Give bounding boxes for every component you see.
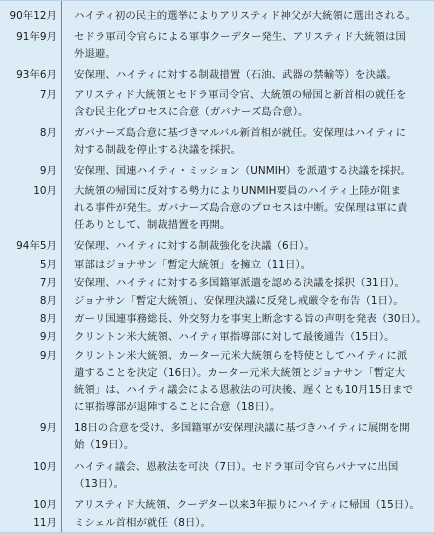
event-text-line: 安保理、国連ハイティ・ミッション（UNMIH）を派遣する決議を採択。 — [74, 165, 411, 177]
event-date: 7月 — [39, 89, 57, 101]
event-date: 9月 — [39, 331, 57, 343]
event-date: 94年5月 — [16, 240, 57, 252]
event-description — [74, 420, 426, 454]
event-description — [74, 497, 426, 514]
event-date: 91年9月 — [16, 31, 57, 43]
event-date: 8月 — [39, 295, 57, 307]
event-description — [74, 67, 426, 84]
event-text-line: 始（19日）。 — [74, 439, 135, 451]
event-description — [74, 329, 426, 346]
event-text-line: セドラ軍司令官らによる軍事クーデター発生、アリスティド大統領は国 — [74, 31, 406, 43]
event-date: 10月 — [33, 499, 57, 511]
event-text-line: 含む民主化プロセスに合意（ガバナーズ島合意）。 — [74, 106, 309, 118]
event-date: 10月 — [33, 461, 57, 473]
event-text-line: ハイティ議会、恩赦法を可決（7日）。セドラ軍司令官らパナマに出国 — [74, 461, 399, 473]
event-description — [74, 163, 426, 180]
event-text-line: 大統領の帰国に反対する勢力によりUNMIH要員のハイティ上陸が阻ま — [74, 185, 401, 197]
event-description — [74, 275, 426, 292]
event-description — [74, 459, 426, 493]
event-date: 8月 — [39, 127, 57, 139]
event-text-line: 18日の合意を受け、多国籍軍が安保理決議に基づきハイティに展開を開 — [74, 422, 410, 434]
event-text-line: 統領」は、ハイティ議会による恩赦法の可決後、遅くとも10月15日まで — [74, 384, 414, 396]
event-date: 9月 — [39, 350, 57, 362]
event-text-line: クリントン米大統領、カーター元米大統領らを特使としてハイティに派 — [74, 350, 408, 362]
event-date: 9月 — [39, 165, 57, 177]
event-description — [74, 183, 426, 234]
event-text-line: 対する制裁を停止する決議を採択。 — [74, 144, 242, 156]
event-text-line: ジョナサン「暫定大統領」、安保理決議に反発し戒厳令を布告（1日）。 — [74, 295, 404, 307]
event-text-line: ガーリ国連事務総長、外交努力を事実上断念する旨の声明を発表（30日）。 — [74, 313, 427, 325]
event-text-line: 遣することを決定（16日）。カーター元米大統領とジョナサン「暫定大 — [74, 367, 406, 379]
event-description — [74, 8, 426, 25]
event-text-line: 軍部はジョナサン「暫定大統領」を擁立（11日）。 — [74, 259, 312, 271]
event-date: 7月 — [39, 277, 57, 289]
event-description — [74, 311, 426, 328]
event-date: 5月 — [39, 259, 57, 271]
event-text-line: ガバナーズ島合意に基づきマルバル新首相が就任。安保理はハイティに — [74, 127, 407, 139]
event-description — [74, 293, 426, 310]
event-date: 8月 — [39, 313, 57, 325]
event-description — [74, 238, 426, 255]
event-description — [74, 348, 426, 416]
event-text-line: （13日）。 — [74, 478, 124, 490]
event-text-line: ミシェル首相が就任（8日）。 — [74, 517, 211, 529]
event-text-line: 安保理、ハイティに対する制裁強化を決議（6日）。 — [74, 240, 315, 252]
event-text-line: クリントン米大統領、ハイティ軍指導部に対して最後通告（15日）。 — [74, 331, 395, 343]
event-text-line: 安保理、ハイティに対する多国籍軍派遣を認める決議を採択（31日）。 — [74, 277, 405, 289]
event-date: 11月 — [33, 517, 57, 529]
event-text-line: アリスティド大統領、クーデター以来3年振りにハイティに帰国（15日）。 — [74, 499, 420, 511]
event-date: 9月 — [39, 422, 57, 434]
event-text-line: アリスティド大統領とセドラ軍司令官、大統領の帰国と新首相の就任を — [74, 89, 407, 101]
event-description — [74, 515, 426, 532]
column-divider — [61, 1, 62, 532]
event-description — [74, 257, 426, 274]
event-description — [74, 29, 426, 63]
event-date: 90年12月 — [9, 10, 57, 22]
event-text-line: 任ありとして、制裁措置を再開。 — [74, 219, 231, 231]
event-text-line: 外退避。 — [74, 48, 116, 60]
event-description — [74, 87, 426, 121]
event-text-line: れる事件が発生。ガバナーズ島合意のプロセスは中断。安保理は軍に責 — [74, 202, 408, 214]
event-description — [74, 125, 426, 159]
event-date: 93年6月 — [16, 69, 57, 81]
event-text-line: 安保理、ハイティに対する制裁措置（石油、武器の禁輸等）を決議。 — [74, 69, 397, 81]
event-text-line: ハイティ初の民主的選挙によりアリスティド神父が大統領に選出される。 — [74, 10, 417, 22]
event-date: 10月 — [33, 185, 57, 197]
event-text-line: に軍指導部が退陣することに合意（18日）。 — [74, 401, 281, 413]
